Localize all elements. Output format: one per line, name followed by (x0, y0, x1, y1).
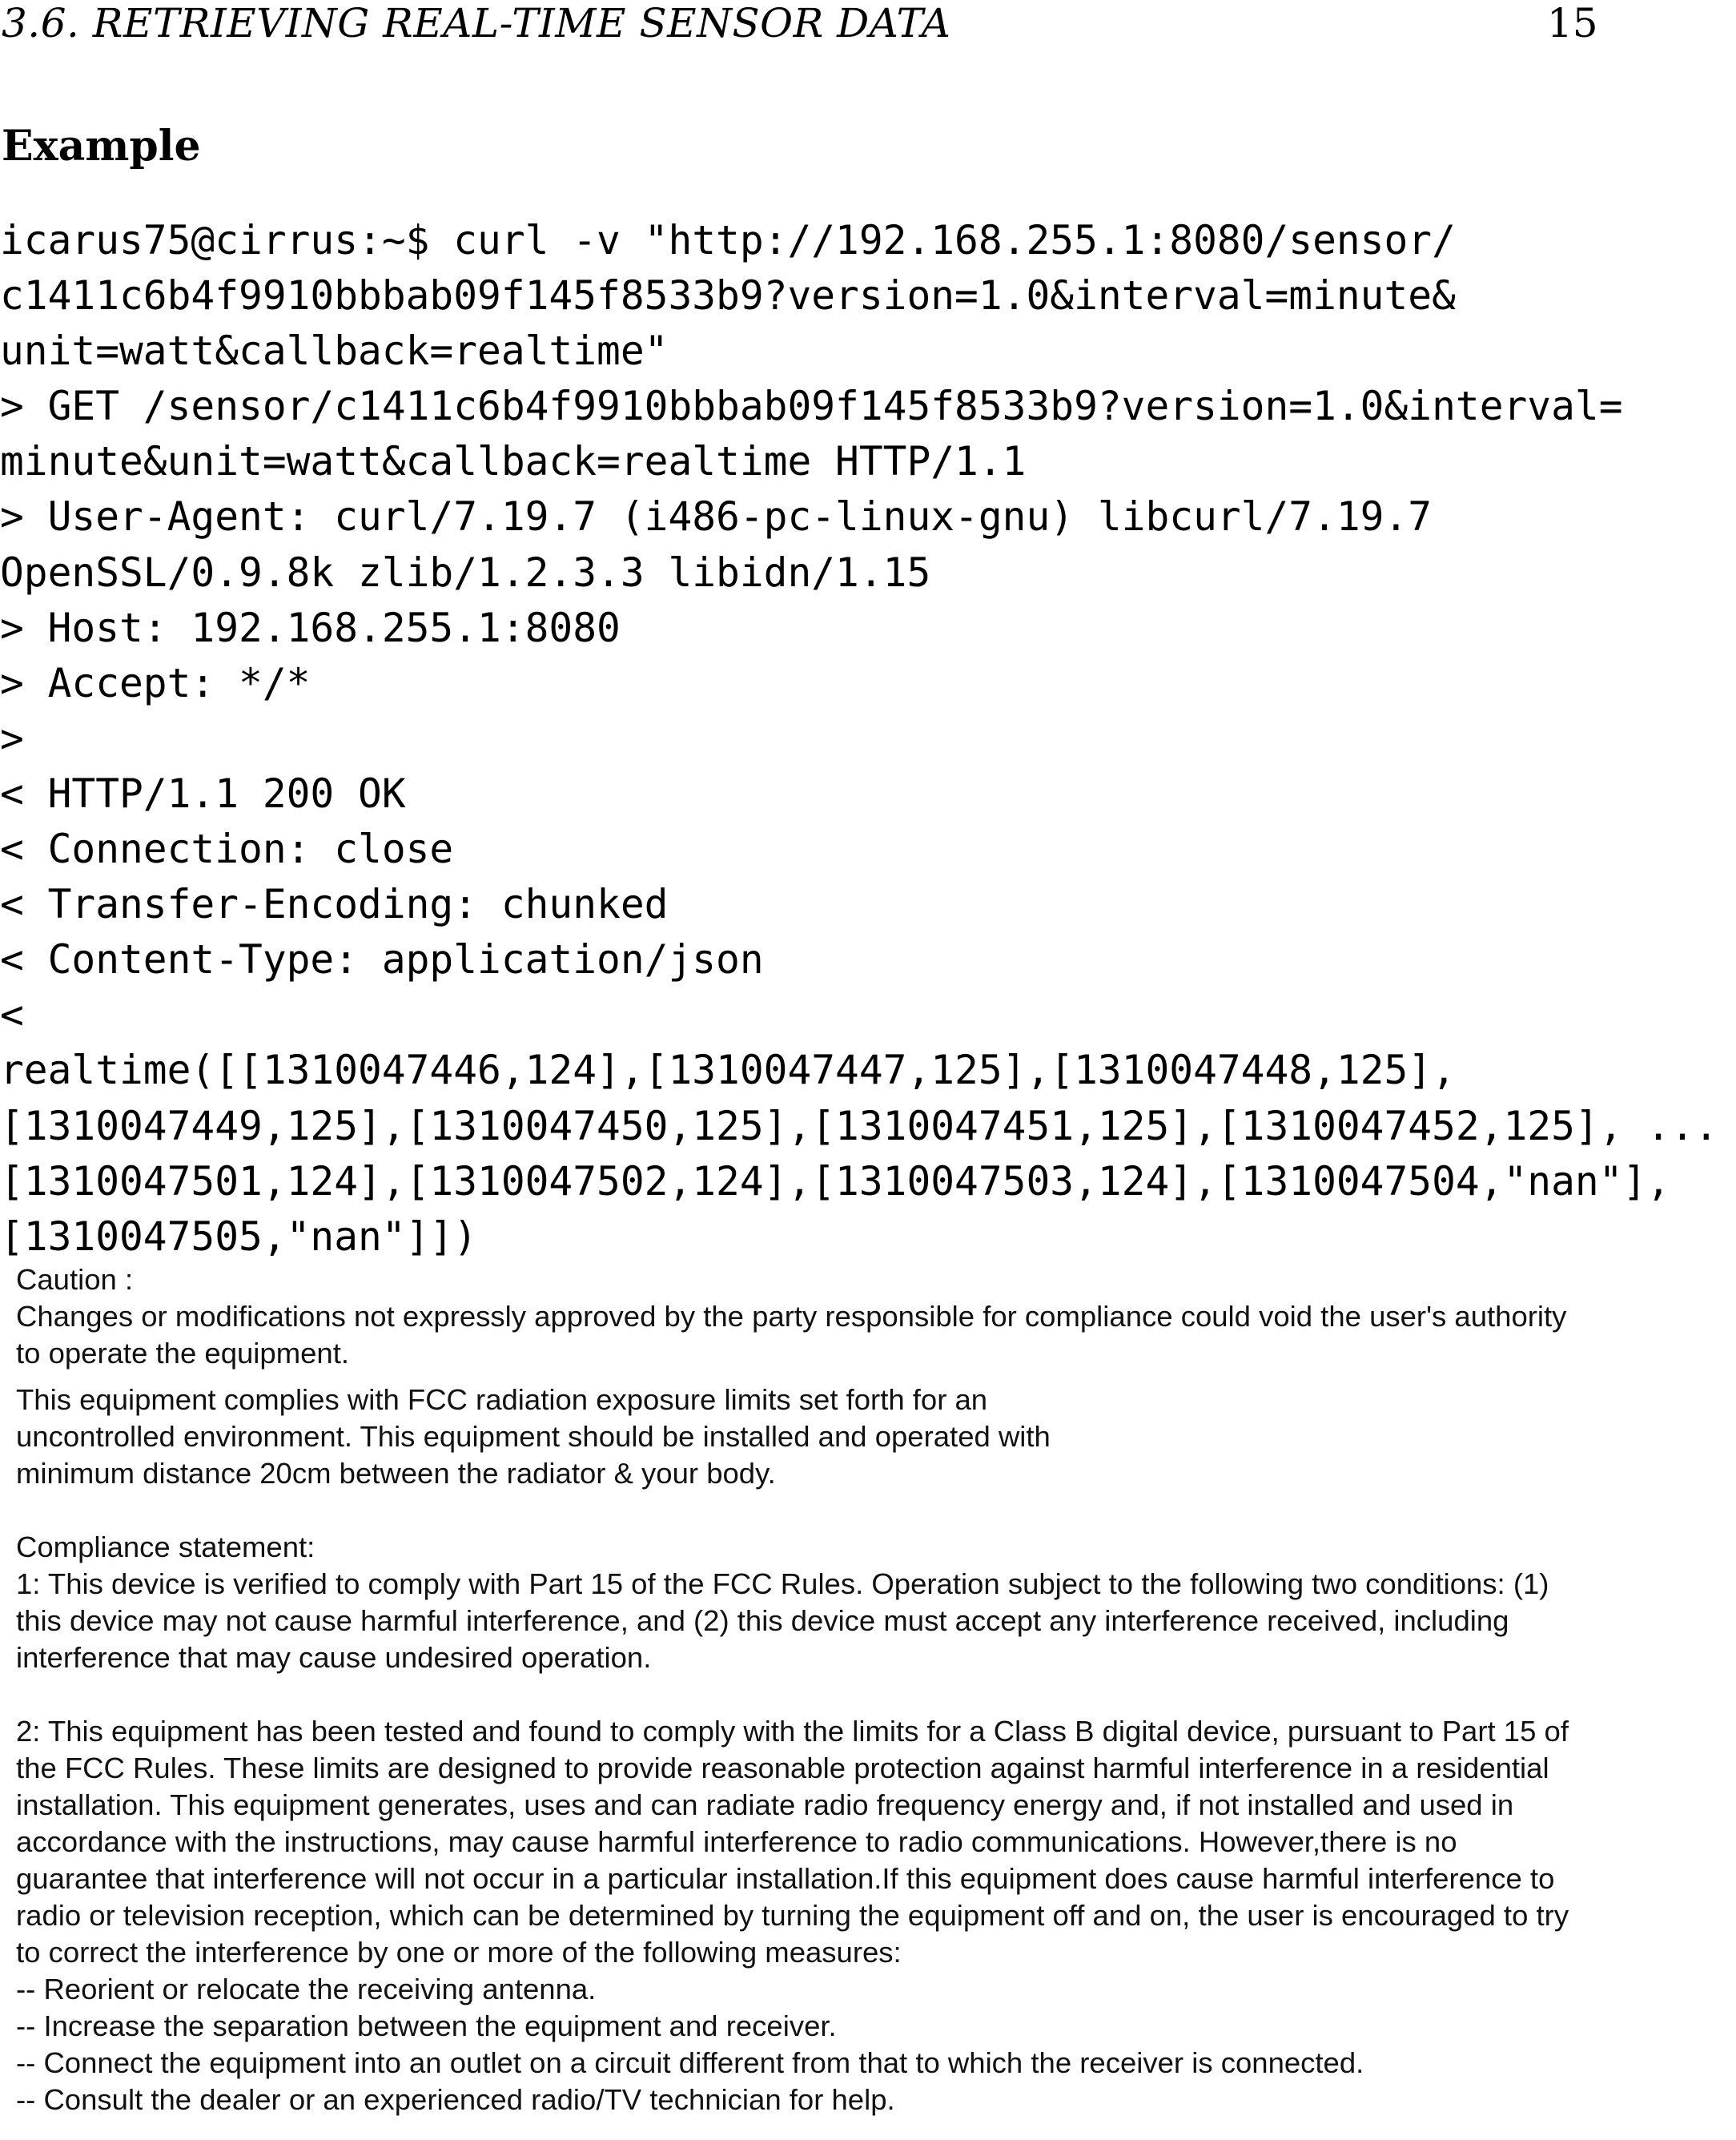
compliance-item-2-line: accordance with the instructions, may cause harmful interference to radio communications. However,there is no (16, 1825, 1457, 1858)
measure-item: -- Increase the separation between the equipment and receiver. (16, 2009, 837, 2042)
code-line: [1310047505,"nan"]]) (0, 1213, 478, 1260)
spacer (16, 1492, 1722, 1529)
code-line: icarus75@cirrus:~$ curl -v "http://192.168.255.1:8080/sensor/ (0, 217, 1456, 263)
spacer (16, 1372, 1722, 1382)
compliance-item-2-line: the FCC Rules. These limits are designed to provide reasonable protection against harmful interference in a residential (16, 1752, 1549, 1784)
compliance-item-2-line: installation. This equipment generates, uses and can radiate radio frequency energy and, if not installed and used in (16, 1788, 1514, 1821)
code-line: OpenSSL/0.9.8k zlib/1.2.3.3 libidn/1.15 (0, 549, 931, 596)
measure-item: -- Reorient or relocate the receiving antenna. (16, 1973, 597, 2005)
compliance-item-2-line: 2: This equipment has been tested and found to comply with the limits for a Class B digital device, pursuant to Part 15 of (16, 1715, 1569, 1748)
caution-text-line: to operate the equipment. (16, 1337, 349, 1370)
code-line: > (0, 714, 24, 762)
code-line: < Connection: close (0, 826, 454, 873)
code-line: minute&unit=watt&callback=realtime HTTP/1.1 (0, 438, 1027, 485)
code-line: < HTTP/1.1 200 OK (0, 770, 406, 817)
code-line: > User-Agent: curl/7.19.7 (i486-pc-linux-gnu) libcurl/7.19.7 (0, 493, 1433, 541)
code-line: < Transfer-Encoding: chunked (0, 881, 669, 928)
code-line: unit=watt&callback=realtime" (0, 328, 669, 375)
compliance-item-1-line: this device may not cause harmful interference, and (2) this device must accept any interference received, including (16, 1604, 1509, 1637)
rf-exposure-line: minimum distance 20cm between the radiator & your body. (16, 1457, 776, 1490)
example-heading: Example (2, 122, 201, 171)
fcc-statement (16, 1261, 1722, 2118)
rf-exposure-line: uncontrolled environment. This equipment should be installed and operated with (16, 1420, 1051, 1453)
code-line: realtime([[1310047446,124],[1310047447,125],[1310047448,125], (0, 1047, 1456, 1094)
compliance-item-1-line: 1: This device is verified to comply with Part 15 of the FCC Rules. Operation subject to the following two conditions: (1) (16, 1567, 1549, 1600)
code-line: > GET /sensor/c1411c6b4f9910bbbab09f145f8533b9?version=1.0&interval= (0, 383, 1623, 430)
code-line: < Content-Type: application/json (0, 936, 764, 984)
code-line: c1411c6b4f9910bbbab09f145f8533b9?version=1.0&interval=minute& (0, 272, 1456, 320)
page-number: 15 (1547, 0, 1598, 46)
measure-item: -- Connect the equipment into an outlet on a circuit different from that to which the receiver is connected. (16, 2046, 1364, 2079)
spacer (16, 1676, 1722, 1713)
caution-text-line: Changes or modifications not expressly approved by the party responsible for compliance could void the user's authority (16, 1300, 1567, 1333)
section-title: 3.6. RETRIEVING REAL-TIME SENSOR DATA (2, 0, 951, 46)
measure-item: -- Consult the dealer or an experienced radio/TV technician for help. (16, 2083, 895, 2116)
rf-exposure-line: This equipment complies with FCC radiation exposure limits set forth for an (16, 1383, 988, 1416)
code-listing (0, 213, 1736, 1265)
compliance-item-2-line: radio or television reception, which can be determined by turning the equipment off and on, the user is encouraged to try (16, 1899, 1569, 1932)
code-line: [1310047449,125],[1310047450,125],[1310047451,125],[1310047452,125], ... (0, 1102, 1718, 1149)
caution-title: Caution : (16, 1263, 134, 1296)
compliance-item-2-line: to correct the interference by one or more of the following measures: (16, 1936, 902, 1969)
running-header (0, 0, 1736, 48)
code-line: < (0, 992, 24, 1039)
compliance-item-1-line: interference that may cause undesired operation. (16, 1641, 652, 1674)
compliance-title: Compliance statement: (16, 1531, 315, 1563)
compliance-item-2-line: guarantee that interference will not occur in a particular installation.If this equipment does cause harmful interference to (16, 1862, 1555, 1895)
code-line: [1310047501,124],[1310047502,124],[1310047503,124],[1310047504,"nan"], (0, 1157, 1671, 1205)
code-line: > Accept: */* (0, 659, 311, 706)
code-line: > Host: 192.168.255.1:8080 (0, 604, 621, 651)
